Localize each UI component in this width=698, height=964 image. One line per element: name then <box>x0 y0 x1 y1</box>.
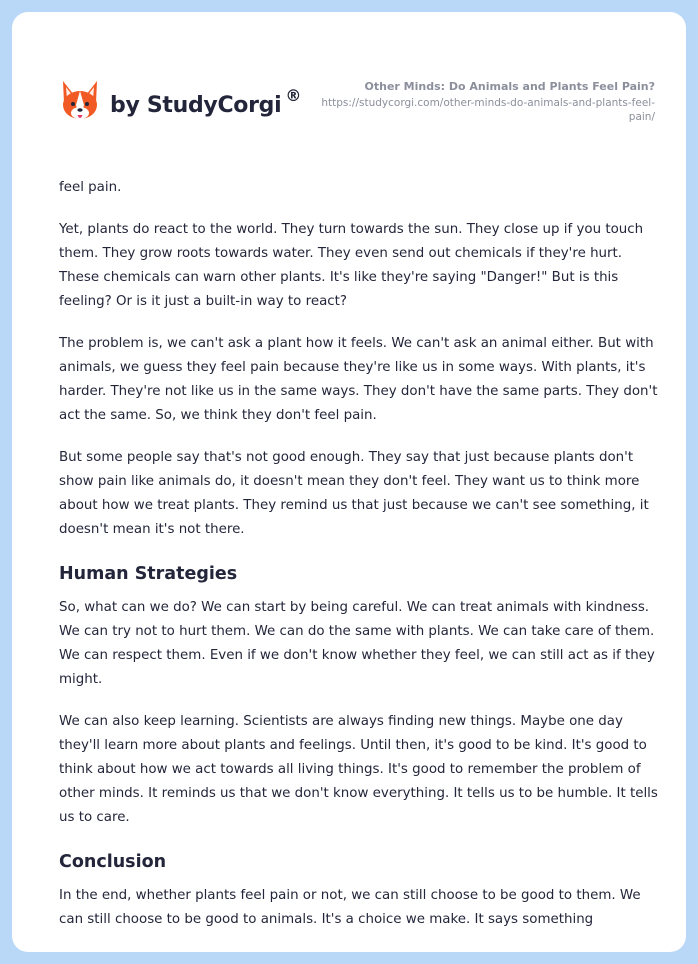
document-page <box>12 12 686 952</box>
section-heading-human-strategies: Human Strategies <box>59 564 238 584</box>
page-header <box>12 12 686 152</box>
studycorgi-logo[interactable] <box>60 76 301 126</box>
paragraph: In the end, whether plants feel pain or not, we can still choose to be good to them. We can still choose to be good to animals. It's a choice we make. It says something <box>59 888 641 927</box>
brand-name: by StudyCorgi <box>110 92 282 118</box>
document-title: Other Minds: Do Animals and Plants Feel Pain? <box>364 80 655 93</box>
document-url[interactable]: https://studycorgi.com/other-minds-do-animals-and-plants-feel-pain/ <box>321 97 655 123</box>
paragraph: feel pain. <box>59 180 122 195</box>
section-heading-conclusion: Conclusion <box>59 852 167 872</box>
paragraph: Yet, plants do react to the world. They turn towards the sun. They close up if you touch them. They grow roots towards water. They even send out chemicals if they're hurt. These chemicals can warn other plants. It's like they're saying "Danger!" But is this feeling? Or is it just a built-in way to react? <box>59 222 644 309</box>
paragraph: We can also keep learning. Scientists are always finding new things. Maybe one day they'll learn more about plants and feelings. Until then, it's good to be kind. It's good to think about how we act towards all living things. It's good to remember the problem of other minds. It reminds us that we don't know everything. It tells us to be humble. It tells us to care. <box>59 714 658 825</box>
paragraph: So, what can we do? We can start by being careful. We can treat animals with kindness. We can try not to hurt them. We can do the same with plants. We can take care of them. We can respect them. Even if we don't know whether they feel, we can still act as if they might. <box>59 600 655 687</box>
registered-mark: ® <box>285 85 302 105</box>
article-body <box>59 176 659 950</box>
paragraph: The problem is, we can't ask a plant how it feels. We can't ask an animal either. But with animals, we guess they feel pain because they're like us in some ways. With plants, it's harder. They're not like us in the same ways. They don't have the same parts. They don't act the same. So, we think they don't feel pain. <box>59 336 658 423</box>
corgi-logo-icon <box>60 79 100 123</box>
paragraph: But some people say that's not good enough. They say that just because plants don't show pain like animals do, it doesn't mean they don't feel. They want us to think more about how we treat plants. They remind us that just because we can't see something, it doesn't mean it's not there. <box>59 450 649 537</box>
document-meta <box>295 80 655 124</box>
